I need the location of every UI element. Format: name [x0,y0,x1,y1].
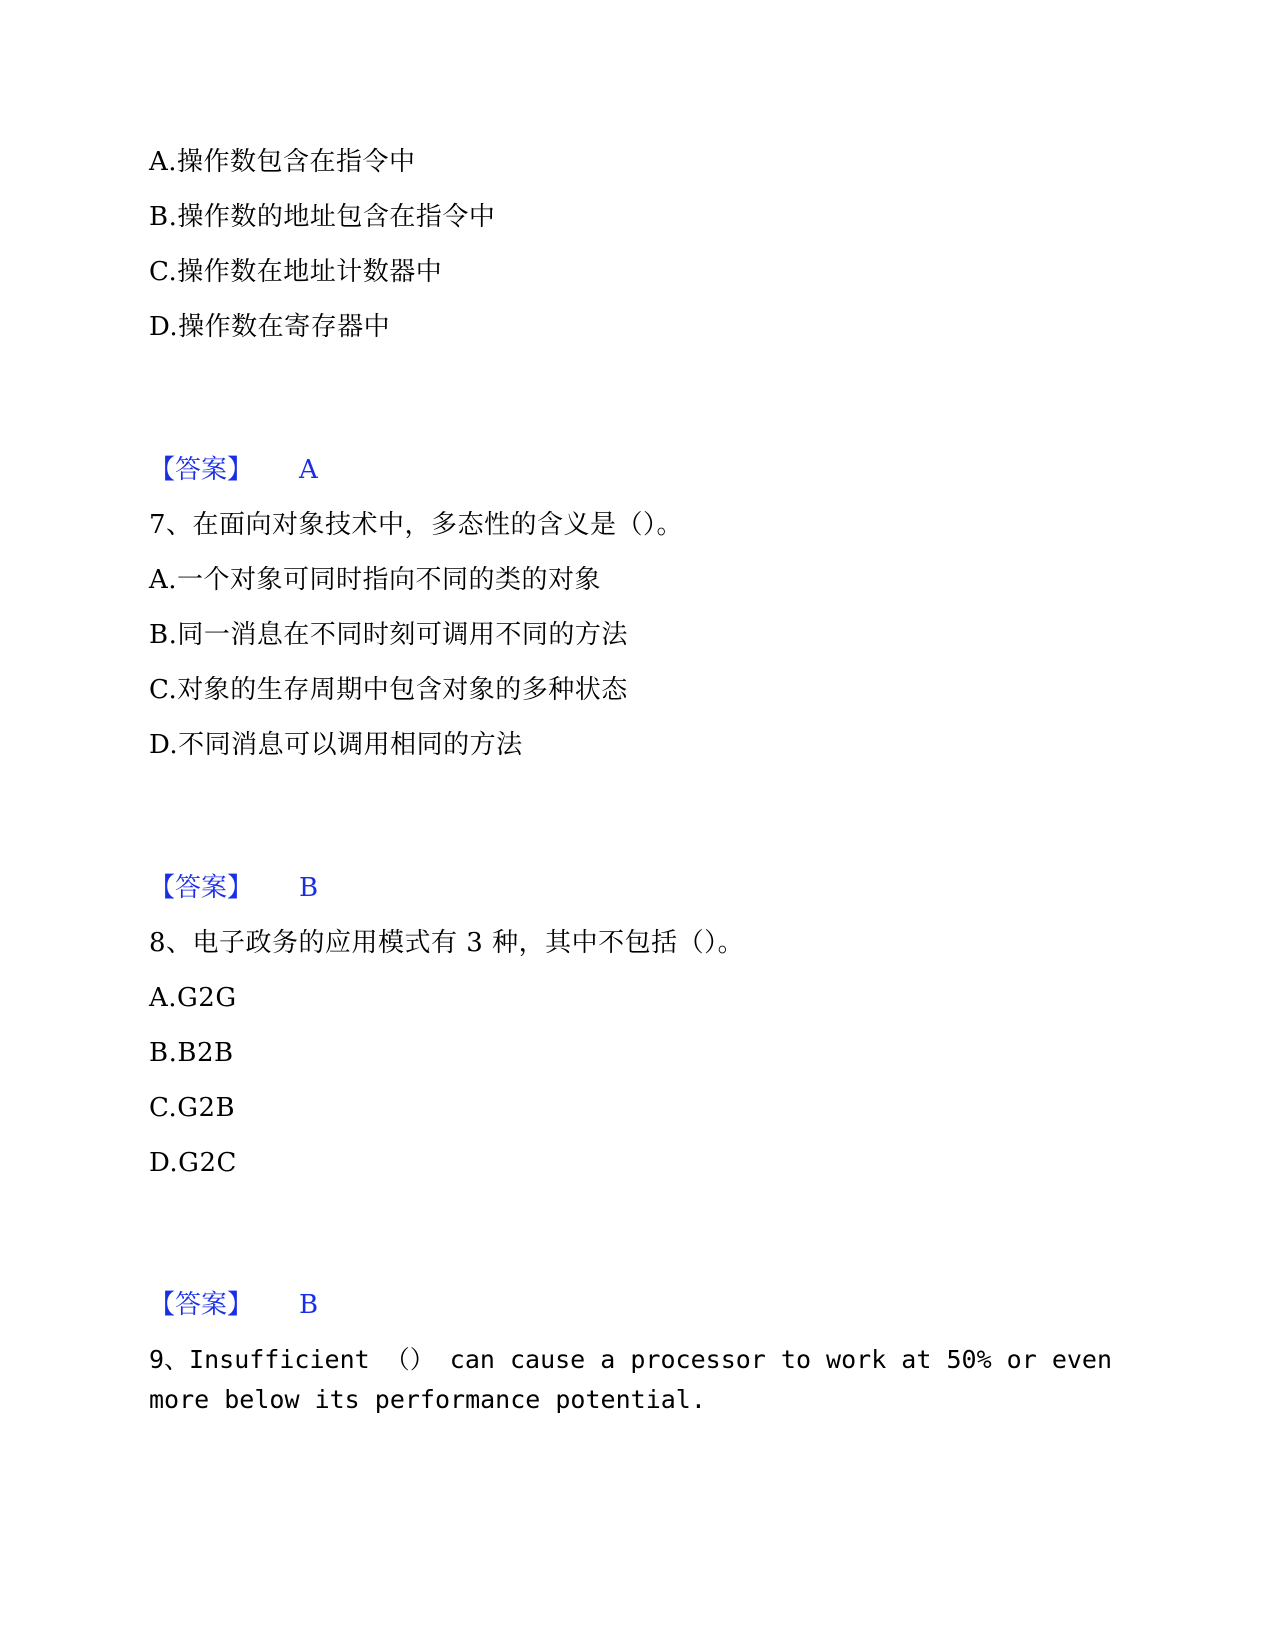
q6-answer [149,453,318,487]
q8-option-b: B.B2B [149,1038,234,1068]
q7-option-a: A.一个对象可同时指向不同的类的对象 [149,565,602,595]
q6-option-d: D.操作数在寄存器中 [149,312,391,342]
q7-answer [149,871,318,905]
q7-answer-value: B [299,873,319,903]
q8-answer-label: 【答案】 [149,1290,254,1320]
q8-question: 8、电子政务的应用模式有 3 种，其中不包括（）。 [149,928,745,958]
q9-question-line1: 9、Insufficient （） can cause a processor to work at 50% or even [149,1345,1113,1374]
q8-option-d: D.G2C [149,1148,237,1178]
q7-option-c: C.对象的生存周期中包含对象的多种状态 [149,675,628,705]
q7-option-b: B.同一消息在不同时刻可调用不同的方法 [149,620,628,650]
q7-question: 7、在面向对象技术中，多态性的含义是（）。 [149,510,684,540]
q7-option-d: D.不同消息可以调用相同的方法 [149,730,523,760]
q9-question-line2: more below its performance potential. [149,1385,706,1414]
q6-answer-label: 【答案】 [149,455,254,485]
q8-option-c: C.G2B [149,1093,236,1123]
q8-answer-value: B [299,1290,319,1320]
q6-option-c: C.操作数在地址计数器中 [149,257,443,287]
q6-option-b: B.操作数的地址包含在指令中 [149,202,496,232]
q8-answer [149,1288,318,1322]
q6-option-a: A.操作数包含在指令中 [149,147,416,177]
q6-answer-value: A [299,455,318,485]
q8-option-a: A.G2G [149,983,237,1013]
q7-answer-label: 【答案】 [149,873,254,903]
